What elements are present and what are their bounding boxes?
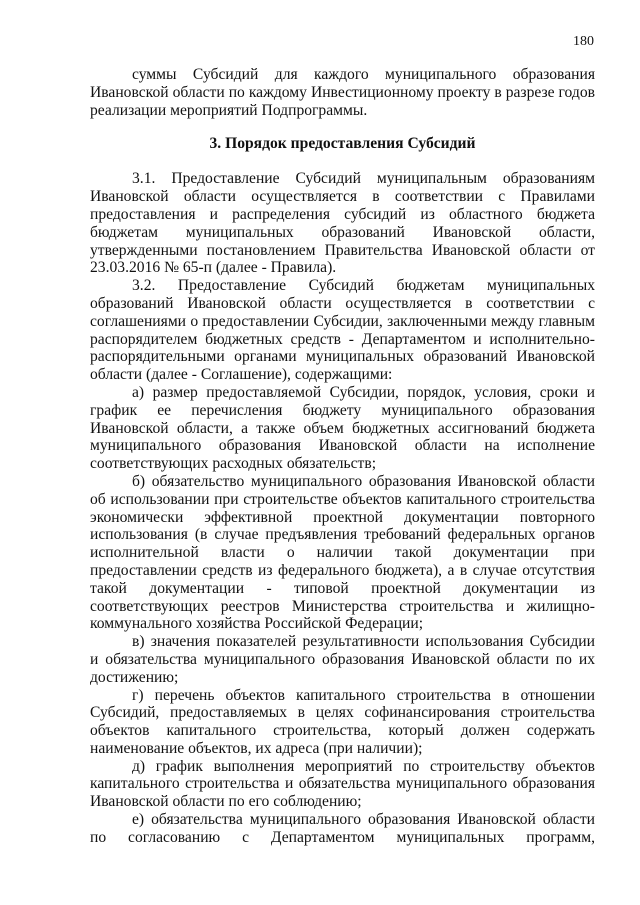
list-item-a: а) размер предоставляемой Субсидии, порядок, условия, сроки и график ее перечисления бюджету муниципального образования Ивановской области, а также объем бюджетных ассигнований бюджета муниципального образования Ивановской области на исполнение соответствующих расходных обязательств; <box>90 383 595 473</box>
paragraph-3-2: 3.2. Предоставление Субсидий бюджетам муниципальных образований Ивановской области осуществляется в соответствии с соглашениями о предоставлении Субсидии, заключенными между главным распорядителем бюджетных средств - Департаментом и исполнительно-распорядительными органами муниципальных образований Ивановской области (далее - Соглашение), содержащими: <box>90 277 595 384</box>
list-item-b: б) обязательство муниципального образования Ивановской области об использовании при строительстве объектов капитального строительства экономически эффективной проектной документации повторного использования (в случае предъявления требований федеральных органов исполнительной власти о наличии такой документации при предоставлении средств из федерального бюджета), а в случае отсутствия такой документации - типовой проектной документации из соответствующих реестров Министерства строительства и жилищно-коммунального хозяйства Российской Федерации; <box>90 472 595 633</box>
section-heading: 3. Порядок предоставления Субсидий <box>209 135 476 153</box>
list-item-g: г) перечень объектов капитального строительства в отношении Субсидий, предоставляемых в целях софинансирования строительства объектов капитального строительства, который должен содержать наименование объектов, их адреса (при наличии); <box>90 686 595 757</box>
paragraph-3-1: 3.1. Предоставление Субсидий муниципальным образованиям Ивановской области осуществляется в соответствии с Правилами предоставления и распределения субсидий из областного бюджета бюджетам муниципальных образований Ивановской области, утвержденными постановлением Правительства Ивановской области от 23.03.2016 № 65-п (далее - Правила). <box>90 170 595 277</box>
list-item-v: в) значения показателей результативности использования Субсидии и обязательства муниципального образования Ивановской области по их достижению; <box>90 633 595 686</box>
intro-paragraph: суммы Субсидий для каждого муниципального образования Ивановской области по каждому Инвестиционному проекту в разрезе годов реализации мероприятий Подпрограммы. <box>90 66 595 119</box>
list-item-d: д) график выполнения мероприятий по строительству объектов капитального строительства и обязательства муниципального образования Ивановской области по его соблюдению; <box>90 757 595 811</box>
document-body <box>90 66 595 847</box>
list-item-e: е) обязательства муниципального образования Ивановской области по согласованию с Департаментом муниципальных программ, <box>90 811 595 846</box>
page-number: 180 <box>573 34 594 49</box>
